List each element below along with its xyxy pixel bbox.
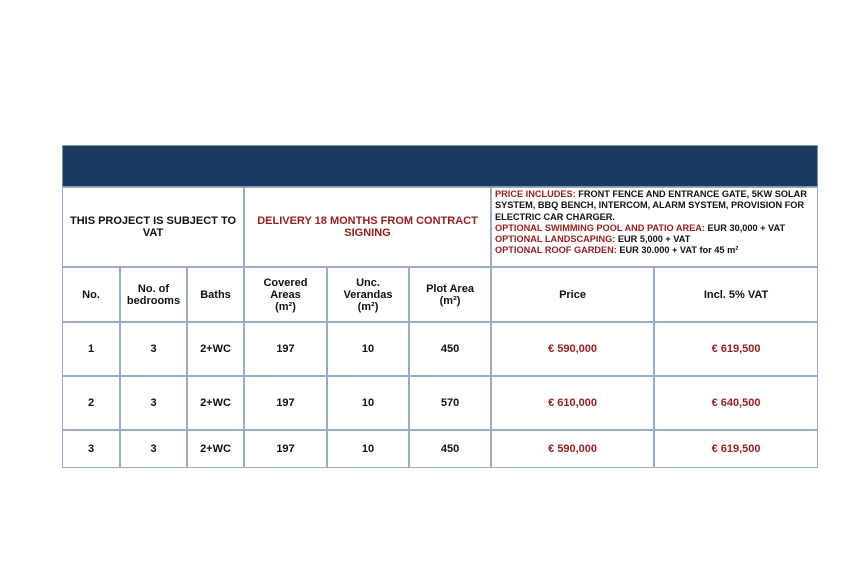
cell-baths: 2+WC [187, 376, 244, 430]
cell-bedrooms: 3 [120, 430, 187, 468]
cell-verandas: 10 [327, 322, 409, 376]
cell-no: 3 [62, 430, 120, 468]
cell-incl-vat: € 619,500 [654, 430, 818, 468]
price-table [62, 187, 818, 468]
col-header-unit: (m²) [357, 300, 379, 313]
delivery-note: DELIVERY 18 MONTHS FROM CONTRACT SIGNING [244, 187, 491, 267]
option-pool [495, 223, 814, 234]
cell-baths: 2+WC [187, 322, 244, 376]
option-landscaping [495, 234, 814, 245]
cell-plot: 570 [409, 376, 491, 430]
option-label: OPTIONAL ROOF GARDEN: [495, 245, 617, 256]
option-roof-garden [495, 245, 814, 256]
cell-covered: 197 [244, 322, 327, 376]
col-header-bedrooms [120, 267, 187, 322]
cell-plot: 450 [409, 322, 491, 376]
option-label: OPTIONAL SWIMMING POOL AND PATIO AREA: [495, 222, 705, 233]
cell-baths: 2+WC [187, 430, 244, 468]
cell-verandas: 10 [327, 430, 409, 468]
col-header-line: Covered Areas [263, 276, 308, 301]
cell-price: € 590,000 [491, 322, 654, 376]
header-band [62, 145, 818, 187]
col-header-baths: Baths [187, 267, 244, 322]
includes-text: FRONT FENCE AND ENTRANCE GATE, 5KW SOLAR SYSTEM, BBQ BENCH, INTERCOM, ALARM SYSTEM, PROVISION FOR ELECTRIC CAR CHARGER. [495, 189, 807, 222]
cell-incl-vat: € 640,500 [654, 376, 818, 430]
col-header-unit: (m²) [439, 294, 461, 307]
col-header-no: No. [62, 267, 120, 322]
cell-no: 2 [62, 376, 120, 430]
table-row [62, 430, 818, 468]
option-label: OPTIONAL LANDSCAPING: [495, 234, 616, 245]
cell-bedrooms: 3 [120, 322, 187, 376]
column-header-row [62, 267, 818, 322]
includes-label: PRICE INCLUDES: [495, 189, 576, 199]
col-header-line: No. of [137, 282, 170, 295]
price-list-sheet [62, 145, 818, 468]
col-header-line: Unc. Verandas [343, 276, 393, 301]
col-header-price: Price [491, 267, 654, 322]
col-header-covered [244, 267, 327, 322]
col-header-verandas [327, 267, 409, 322]
info-row [62, 187, 818, 267]
cell-incl-vat: € 619,500 [654, 322, 818, 376]
cell-no: 1 [62, 322, 120, 376]
table-row [62, 376, 818, 430]
col-header-line: Plot Area [426, 282, 474, 295]
col-header-unit: (m²) [275, 300, 296, 313]
cell-bedrooms: 3 [120, 376, 187, 430]
option-value: EUR 30.000 + VAT for 45 m² [616, 245, 739, 256]
price-includes-cell [491, 187, 818, 267]
col-header-plot [409, 267, 491, 322]
includes-line [495, 189, 814, 223]
table-row [62, 322, 818, 376]
cell-covered: 197 [244, 376, 327, 430]
cell-plot: 450 [409, 430, 491, 468]
cell-price: € 590,000 [491, 430, 654, 468]
vat-note: THIS PROJECT IS SUBJECT TO VAT [62, 187, 244, 267]
col-header-line: bedrooms [126, 294, 181, 307]
cell-price: € 610,000 [491, 376, 654, 430]
option-value: EUR 5,000 + VAT [615, 234, 691, 245]
col-header-incl-vat: Incl. 5% VAT [654, 267, 818, 322]
option-value: EUR 30,000 + VAT [704, 222, 786, 233]
cell-covered: 197 [244, 430, 327, 468]
cell-verandas: 10 [327, 376, 409, 430]
